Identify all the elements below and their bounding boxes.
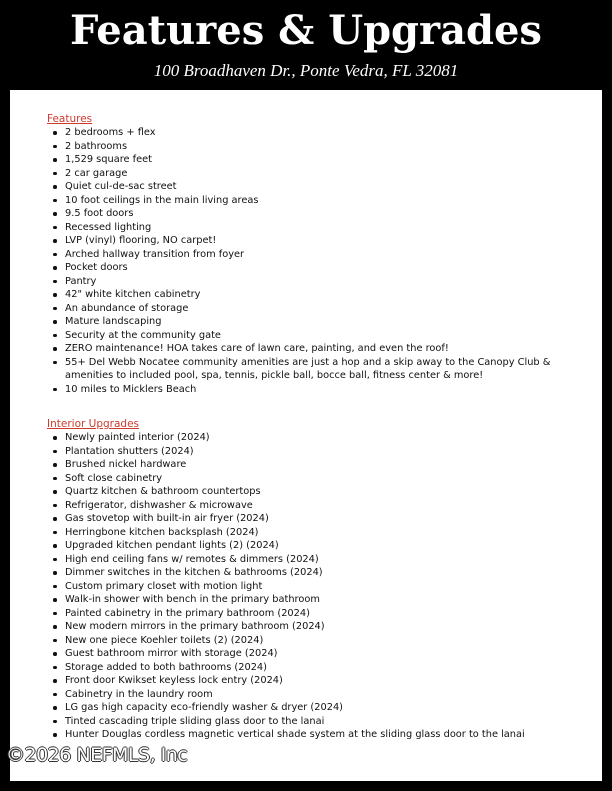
list-item: Security at the community gate (47, 329, 587, 343)
list-item: 10 miles to Micklers Beach (47, 383, 587, 397)
list-item: 2 bathrooms (47, 140, 587, 154)
list-item: 2 car garage (47, 167, 587, 181)
list-item: Herringbone kitchen backsplash (2024) (47, 526, 587, 540)
list-item: Custom primary closet with motion light (47, 580, 587, 594)
list-item: Dimmer switches in the kitchen & bathrooms (2024) (47, 566, 587, 580)
list-item: 2 bedrooms + flex (47, 126, 587, 140)
list-item: Pocket doors (47, 261, 587, 275)
copyright-watermark: ©2026 NEFMLS, Inc (6, 744, 188, 766)
property-address: 100 Broadhaven Dr., Ponte Vedra, FL 32081 (153, 61, 459, 80)
list-item: 1,529 square feet (47, 153, 587, 167)
list-item: Upgraded kitchen pendant lights (2) (2024) (47, 539, 587, 553)
list-item: Quartz kitchen & bathroom countertops (47, 485, 587, 499)
list-item: An abundance of storage (47, 302, 587, 316)
list-item: 10 foot ceilings in the main living areas (47, 194, 587, 208)
list-item: Hunter Douglas cordless magnetic vertical shade system at the sliding glass door to the lanai (47, 728, 587, 742)
list-item: Refrigerator, dishwasher & microwave (47, 499, 587, 513)
list-item: Recessed lighting (47, 221, 587, 235)
list-item: New modern mirrors in the primary bathroom (2024) (47, 620, 587, 634)
interior-upgrades-section (47, 418, 587, 742)
interior-upgrades-list (47, 431, 587, 742)
list-item: Storage added to both bathrooms (2024) (47, 661, 587, 675)
list-item: Painted cabinetry in the primary bathroom (2024) (47, 607, 587, 621)
features-section (47, 113, 587, 396)
list-item: Gas stovetop with built-in air fryer (2024) (47, 512, 587, 526)
list-item: New one piece Koehler toilets (2) (2024) (47, 634, 587, 648)
list-item: Walk-in shower with bench in the primary bathroom (47, 593, 587, 607)
list-item: Pantry (47, 275, 587, 289)
list-item: Newly painted interior (2024) (47, 431, 587, 445)
list-item: Cabinetry in the laundry room (47, 688, 587, 702)
list-item: High end ceiling fans w/ remotes & dimmers (2024) (47, 553, 587, 567)
list-item: LG gas high capacity eco-friendly washer & dryer (2024) (47, 701, 587, 715)
page-title: Features & Upgrades (70, 7, 542, 54)
list-item: Front door Kwikset keyless lock entry (2024) (47, 674, 587, 688)
page-header (0, 0, 612, 90)
features-heading: Features (47, 113, 93, 125)
list-item: Plantation shutters (2024) (47, 445, 587, 459)
list-item: Brushed nickel hardware (47, 458, 587, 472)
list-item: Quiet cul-de-sac street (47, 180, 587, 194)
list-item: LVP (vinyl) flooring, NO carpet! (47, 234, 587, 248)
features-list (47, 126, 587, 396)
list-item: Mature landscaping (47, 315, 587, 329)
list-item: 42" white kitchen cabinetry (47, 288, 587, 302)
list-item: ZERO maintenance! HOA takes care of lawn care, painting, and even the roof! (47, 342, 587, 356)
content-panel (10, 90, 602, 781)
list-item: Guest bathroom mirror with storage (2024) (47, 647, 587, 661)
list-item: 9.5 foot doors (47, 207, 587, 221)
list-item: Arched hallway transition from foyer (47, 248, 587, 262)
interior-upgrades-heading: Interior Upgrades (47, 418, 140, 430)
list-item: Tinted cascading triple sliding glass door to the lanai (47, 715, 587, 729)
list-item: 55+ Del Webb Nocatee community amenities are just a hop and a skip away to the Canopy Club & amenities to included pool, spa, tennis, pickle ball, bocce ball, fitness center & more! (47, 356, 587, 383)
list-item: Soft close cabinetry (47, 472, 587, 486)
